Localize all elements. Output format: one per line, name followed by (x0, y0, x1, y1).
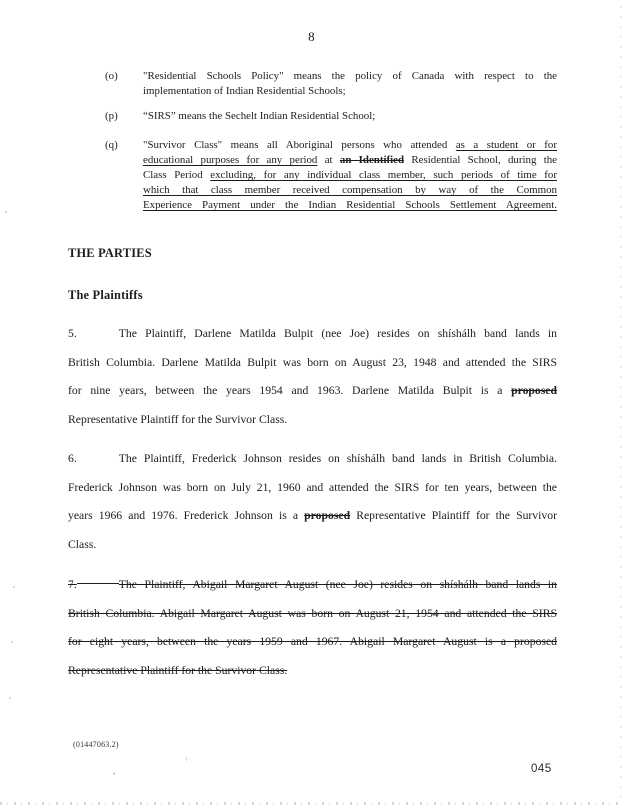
definition-label-p: (p) (105, 110, 118, 122)
paragraph-6 (68, 445, 557, 559)
text-segment: proposed (304, 509, 351, 522)
section-heading-the-parties: THE PARTIES (68, 246, 152, 260)
text-segment: Representative Plaintiff for the Survivor (350, 509, 557, 522)
definition-label-q: (q) (105, 139, 118, 151)
definition-item-p (105, 109, 557, 124)
text-line (143, 168, 557, 183)
text-line (68, 445, 557, 474)
scan-speck (5, 211, 7, 213)
scan-noise-right-edge (620, 6, 622, 799)
text-line (143, 138, 557, 153)
text-segment: “SIRS” means the Sechelt Indian Residential School; (143, 110, 376, 122)
definitions-list (105, 69, 557, 223)
scan-speck (13, 586, 15, 588)
text-segment: Class. (68, 537, 97, 551)
doc-control-number: (01447063.2) (73, 740, 119, 749)
tab-spacer (77, 579, 119, 588)
text-line (68, 657, 557, 686)
text-line (68, 600, 557, 629)
text-segment: for eight years, between the years 1959 and 1967. Abigail Margaret August is a proposed (68, 635, 557, 648)
text-segment: The Plaintiff, Frederick Johnson resides on shíshálh band lands in British Columbia. (118, 452, 557, 465)
text-segment: Experience Payment under the Indian Residential Schools Settlement Agreement. (143, 199, 557, 211)
text-segment: "Survivor Class" means all Aboriginal persons who attended (143, 139, 456, 151)
text-segment: British Columbia. Abigail Margaret August was born on August 21, 1954 and attended the SIRS (68, 606, 557, 620)
text-line (143, 183, 557, 198)
definition-item-o (105, 69, 557, 99)
definition-label-o: (o) (105, 70, 118, 82)
text-segment: The Plaintiff, Darlene Matilda Bulpit (nee Joe) resides on shíshálh band lands in (118, 327, 557, 340)
text-segment: at (317, 154, 340, 166)
scan-speck (11, 641, 13, 643)
text-line (68, 571, 557, 600)
scan-speck (186, 757, 187, 761)
bates-number: 045 (531, 763, 552, 775)
text-segment: Residential School, during the (404, 154, 558, 166)
page-number: 8 (308, 29, 315, 44)
text-segment: an Identified (339, 154, 405, 166)
text-line (143, 84, 557, 99)
text-segment: which that class member received compensation by way of the Common (143, 184, 557, 196)
text-line (68, 628, 557, 657)
tab-spacer (77, 453, 119, 462)
text-segment: British Columbia. Darlene Matilda Bulpit was born on August 23, 1948 and attended the SIRS (68, 355, 557, 369)
tab-spacer (77, 328, 119, 337)
text-line (68, 406, 557, 435)
text-segment: implementation of Indian Residential Schools; (143, 85, 346, 97)
text-segment: Representative Plaintiff for the Survivor Class. (68, 412, 288, 426)
scan-noise-bottom-edge (0, 802, 623, 805)
text-segment: 5. (68, 327, 77, 340)
text-segment: The Plaintiff, Abigail Margaret August (nee Joe) resides on shíshálh band lands in (118, 578, 557, 591)
text-line (143, 198, 557, 213)
text-segment: 7. (68, 578, 77, 591)
text-segment: 6. (68, 452, 77, 465)
scan-speck (9, 697, 11, 699)
text-segment: educational purposes for any period (143, 154, 318, 166)
paragraph-5 (68, 320, 557, 434)
definition-item-q (105, 138, 557, 213)
subsection-heading-the-plaintiffs: The Plaintiffs (68, 288, 143, 302)
text-line (143, 109, 557, 124)
definition-text-p (143, 109, 557, 124)
text-line (143, 69, 557, 84)
paragraph-7-struck (68, 571, 557, 685)
text-segment: excluding, for any individual class member, such periods of time for (210, 169, 557, 181)
text-segment: for nine years, between the years 1954 and 1963. Darlene Matilda Bulpit is a (68, 384, 512, 397)
text-line (143, 153, 557, 168)
text-segment: proposed (511, 384, 557, 397)
text-segment: Frederick Johnson was born on July 21, 1960 and attended the SIRS for ten years, between the (68, 480, 557, 494)
text-line (68, 320, 557, 349)
text-line (68, 377, 557, 406)
scan-speck (113, 772, 115, 775)
text-line (68, 474, 557, 503)
text-line (68, 349, 557, 378)
text-segment: Class Period (143, 169, 211, 181)
text-segment: Representative Plaintiff for the Survivor Class. (68, 663, 288, 677)
text-segment: years 1966 and 1976. Frederick Johnson is a (68, 509, 305, 522)
definition-text-o (143, 69, 557, 99)
text-line (68, 502, 557, 531)
text-segment: as a student or for (455, 139, 557, 151)
definition-text-q (143, 138, 557, 213)
text-line (68, 531, 557, 560)
text-segment: "Residential Schools Policy" means the policy of Canada with respect to the (143, 70, 557, 82)
